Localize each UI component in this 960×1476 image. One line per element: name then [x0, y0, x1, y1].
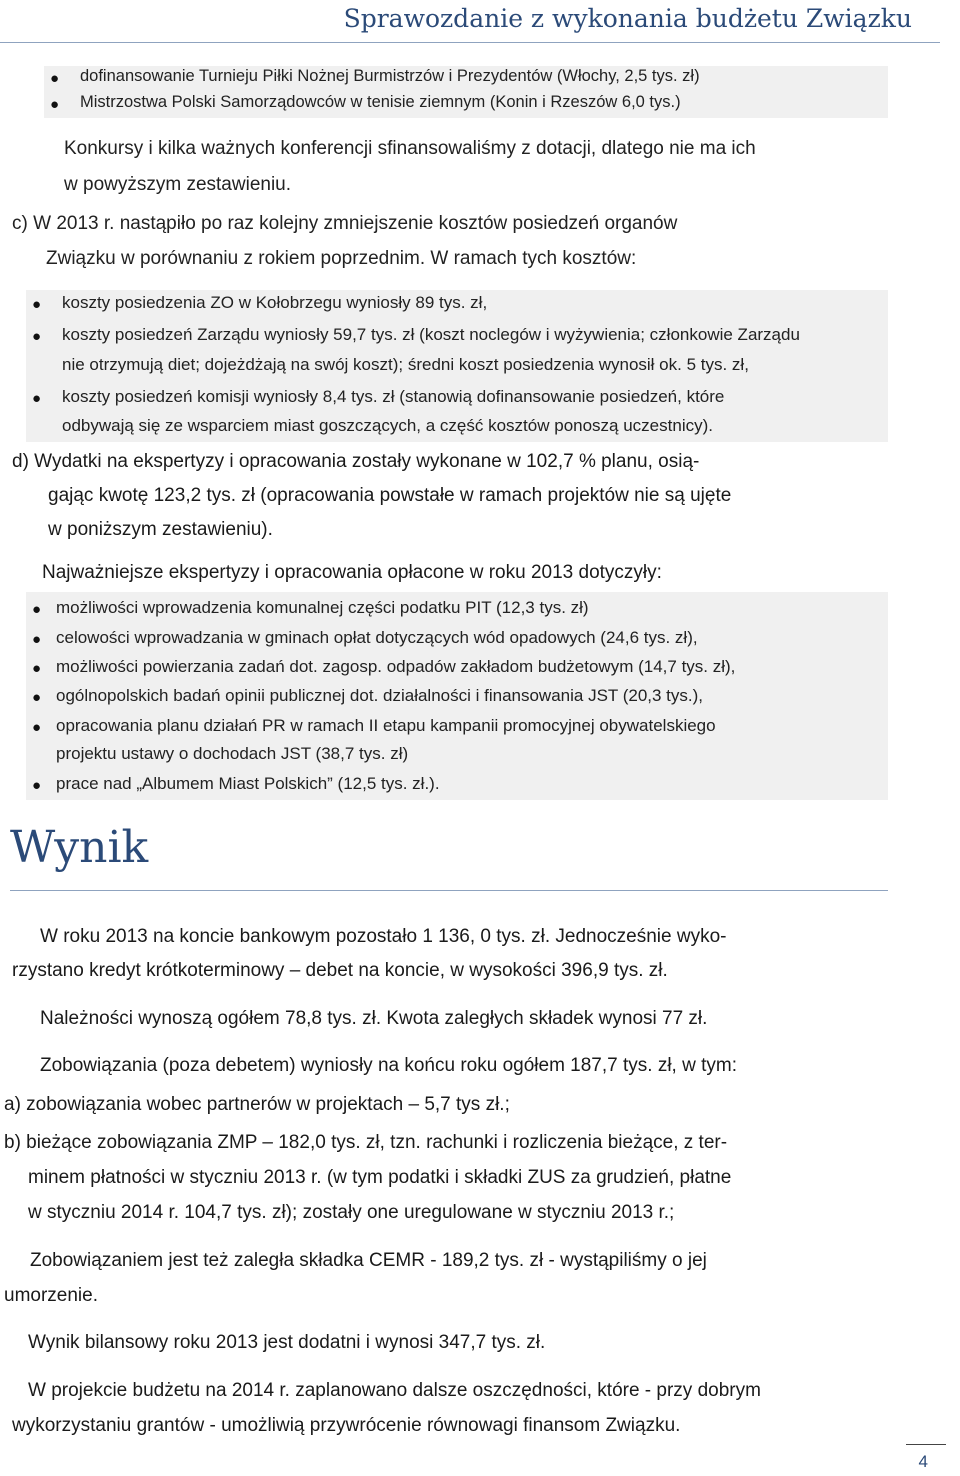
page-header-title: Sprawozdanie z wykonania budżetu Związku: [343, 4, 912, 33]
wynik-p1-line-2: rzystano kredyt krótkoterminowy – debet na koncie, w wysokości 396,9 tys. zł.: [12, 960, 668, 981]
page-number: 4: [918, 1452, 928, 1471]
list-item: koszty posiedzenia ZO w Kołobrzegu wyniosły 89 tys. zł,: [62, 293, 488, 312]
section-c-line-1: c) W 2013 r. nastąpiło po raz kolejny zmniejszenie kosztów posiedzeń organów: [12, 213, 678, 234]
wynik-p6-line-2: umorzenie.: [4, 1285, 98, 1306]
wynik-p7: Wynik bilansowy roku 2013 jest dodatni i wynosi 347,7 tys. zł.: [28, 1332, 546, 1353]
section-c-line-2: Związku w porównaniu z rokiem poprzednim. W ramach tych kosztów:: [46, 248, 637, 269]
wynik-divider: [10, 890, 888, 891]
konkursy-line-2: w powyższym zestawieniu.: [64, 174, 292, 195]
list-item: Mistrzostwa Polski Samorządowców w tenisie ziemnym (Konin i Rzeszów 6,0 tys.): [80, 93, 681, 111]
wynik-p4: a) zobowiązania wobec partnerów w projektach – 5,7 tys zł.;: [4, 1094, 510, 1115]
wynik-heading: Wynik: [10, 822, 149, 873]
bullet-icon: ●: [32, 631, 42, 648]
bullet-icon: ●: [32, 601, 42, 618]
list-item: możliwości wprowadzenia komunalnej części podatku PIT (12,3 tys. zł): [56, 598, 589, 617]
bullet-icon: ●: [32, 296, 42, 313]
list-item-continuation: odbywają się ze wsparciem miast goszczących, a część kosztów ponoszą uczestnicy).: [62, 416, 713, 435]
list-item: koszty posiedzeń komisji wyniosły 8,4 tys. zł (stanowią dofinansowanie posiedzeń, które: [62, 387, 725, 406]
section-d-intro: Najważniejsze ekspertyzy i opracowania opłacone w roku 2013 dotyczyły:: [42, 562, 662, 583]
section-d-line-3: w poniższym zestawieniu).: [48, 519, 273, 540]
wynik-p5-line-3: w styczniu 2014 r. 104,7 tys. zł); zostały one uregulowane w styczniu 2013 r.;: [28, 1202, 675, 1223]
list-item: prace nad „Albumem Miast Polskich” (12,5 tys. zł.).: [56, 774, 440, 793]
list-item-continuation: nie otrzymują diet; dojeżdżają na swój koszt); średni koszt posiedzenia wynosił ok. 5 tys. zł,: [62, 355, 749, 374]
bullet-icon: ●: [32, 390, 42, 407]
bullet-icon: ●: [32, 660, 42, 677]
bullet-icon: ●: [32, 719, 42, 736]
bullet-icon: ●: [50, 96, 60, 113]
bullet-icon: ●: [50, 70, 60, 87]
wynik-p6-line-1: Zobowiązaniem jest też zaległa składka CEMR - 189,2 tys. zł - wystąpiliśmy o jej: [30, 1250, 707, 1271]
wynik-p8-line-1: W projekcie budżetu na 2014 r. zaplanowano dalsze oszczędności, które - przy dobrym: [28, 1380, 761, 1401]
bullet-icon: ●: [32, 777, 42, 794]
header-divider: [0, 42, 940, 43]
list-item: celowości wprowadzania w gminach opłat dotyczących wód opadowych (24,6 tys. zł),: [56, 628, 698, 647]
list-item: dofinansowanie Turnieju Piłki Nożnej Burmistrzów i Prezydentów (Włochy, 2,5 tys. zł): [80, 67, 700, 85]
bullet-icon: ●: [32, 689, 42, 706]
list-item: możliwości powierzania zadań dot. zagosp. odpadów zakładom budżetowym (14,7 tys. zł),: [56, 657, 736, 676]
list-item: ogólnopolskich badań opinii publicznej dot. działalności i finansowania JST (20,3 tys.),: [56, 686, 704, 705]
section-d-line-1: d) Wydatki na ekspertyzy i opracowania zostały wykonane w 102,7 % planu, osią-: [12, 451, 700, 472]
wynik-p2: Należności wynoszą ogółem 78,8 tys. zł. Kwota zaległych składek wynosi 77 zł.: [40, 1008, 708, 1029]
bullet-icon: ●: [32, 328, 42, 345]
konkursy-line-1: Konkursy i kilka ważnych konferencji sfinansowaliśmy z dotacji, dlatego nie ma ich: [64, 138, 756, 159]
wynik-p1-line-1: W roku 2013 na koncie bankowym pozostało 1 136, 0 tys. zł. Jednocześnie wyko-: [40, 926, 727, 947]
list-item-continuation: projektu ustawy o dochodach JST (38,7 tys. zł): [56, 744, 409, 763]
wynik-p8-line-2: wykorzystaniu grantów - umożliwią przywrócenie równowagi finansom Związku.: [12, 1415, 681, 1436]
list-item: koszty posiedzeń Zarządu wyniosły 59,7 tys. zł (koszt noclegów i wyżywienia; członkowie Zarządu: [62, 325, 800, 344]
list-item: opracowania planu działań PR w ramach II etapu kampanii promocyjnej obywatelskiego: [56, 716, 716, 735]
section-d-line-2: gając kwotę 123,2 tys. zł (opracowania powstałe w ramach projektów nie są ujęte: [48, 485, 732, 506]
wynik-p5-line-2: minem płatności w styczniu 2013 r. (w tym podatki i składki ZUS za grudzień, płatne: [28, 1167, 732, 1188]
wynik-p3: Zobowiązania (poza debetem) wyniosły na końcu roku ogółem 187,7 tys. zł, w tym:: [40, 1055, 737, 1076]
page-number-rule: [906, 1444, 946, 1445]
wynik-p5-line-1: b) bieżące zobowiązania ZMP – 182,0 tys. zł, tzn. rachunki i rozliczenia bieżące, z ter-: [4, 1132, 728, 1153]
